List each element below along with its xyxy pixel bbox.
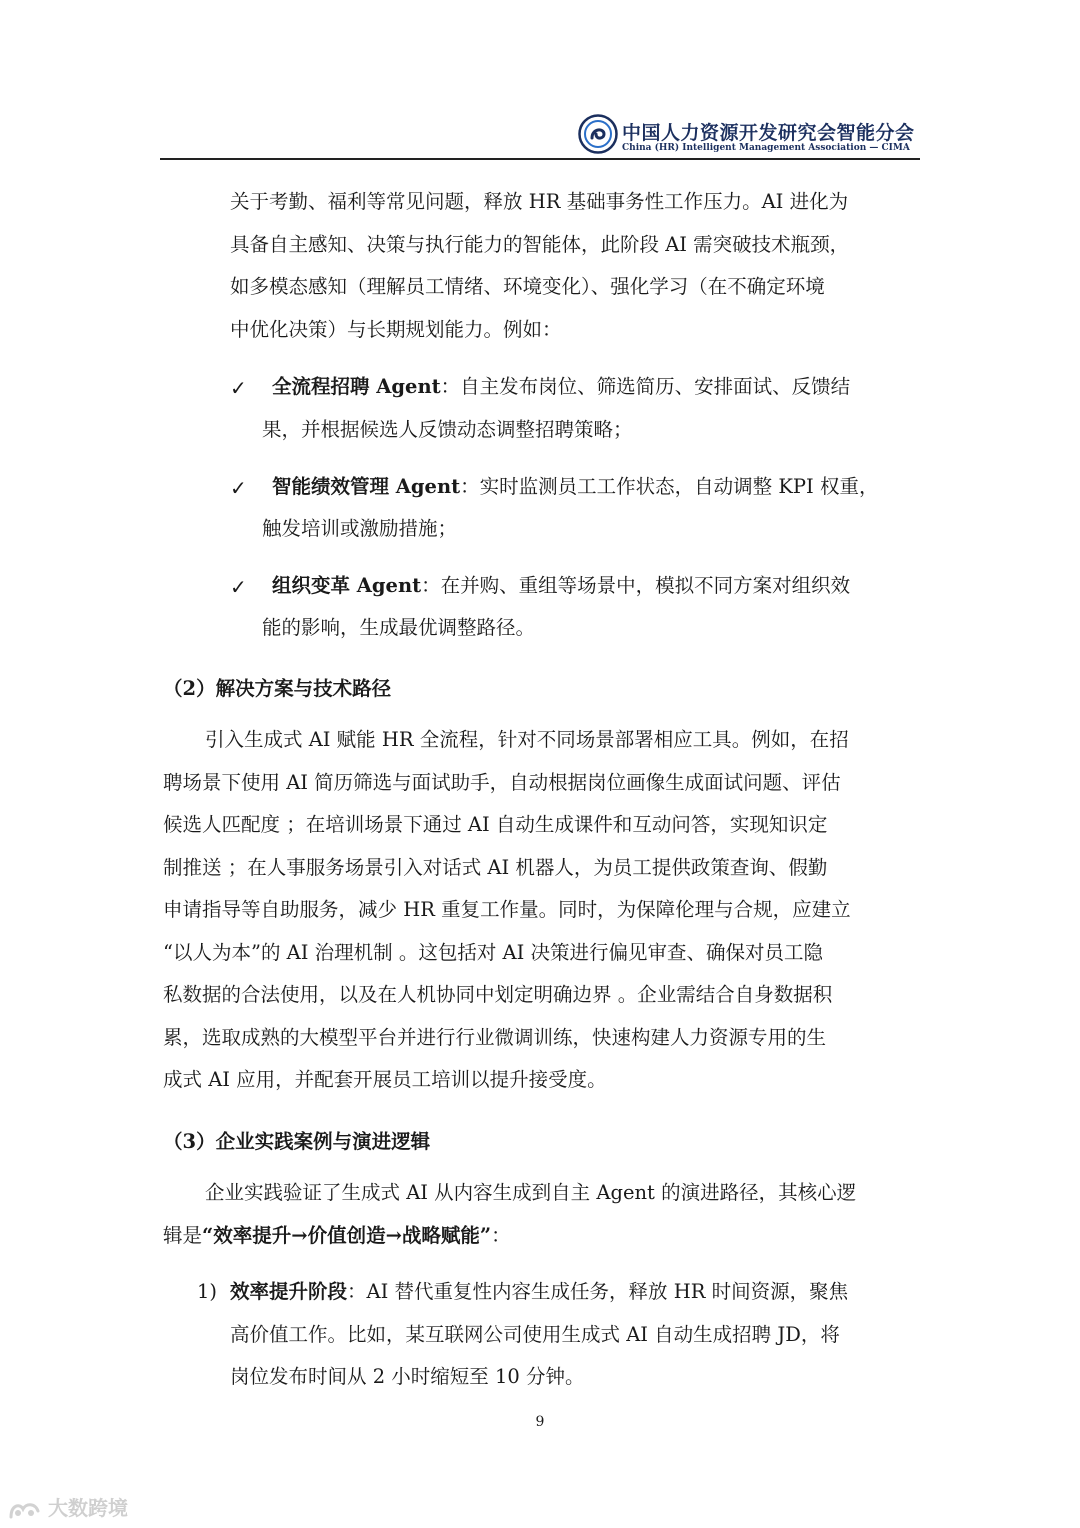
bullet-text: ：在并购、重组等场景中，模拟不同方案对组织效: [421, 574, 851, 597]
bullet-title: 组织变革 Agent: [272, 574, 422, 597]
list-item: [230, 1271, 848, 1314]
bullet-title: 智能绩效管理 Agent: [272, 475, 461, 498]
bullet-text-cont: 能的影响，生成最优调整路径。: [262, 616, 536, 639]
bullet-text-cont: 果，并根据候选人反馈动态调整招聘策略；: [262, 418, 633, 441]
section-heading: （3）企业实践案例与演进逻辑: [163, 1130, 431, 1153]
association-name-cn: 中国人力资源开发研究会智能分会: [622, 122, 915, 144]
intro-line: 中优化决策）与长期规划能力。例如：: [230, 318, 562, 341]
section2-line: 引入生成式 AI 赋能 HR 全流程，针对不同场景部署相应工具。例如，在招: [205, 728, 849, 751]
bullet-item: [272, 366, 850, 409]
watermark-logo-icon: [8, 1499, 42, 1521]
list-marker: 1): [197, 1280, 218, 1303]
intro-line: 具备自主感知、决策与执行能力的智能体，此阶段 AI 需突破技术瓶颈，: [230, 233, 850, 256]
evolution-logic: “效率提升→价值创造→战略赋能”: [202, 1224, 492, 1247]
watermark-text: 大数跨境: [48, 1496, 128, 1520]
section3-line: 企业实践验证了生成式 AI 从内容生成到自主 Agent 的演进路径，其核心逻: [205, 1181, 857, 1204]
bullet-text: ：实时监测员工工作状态，自动调整 KPI 权重，: [460, 475, 879, 498]
list-item-text: ：AI 替代重复性内容生成任务，释放 HR 时间资源，聚焦: [347, 1280, 849, 1303]
text-prefix: 辑是: [163, 1224, 203, 1247]
section2-line: “以人为本”的 AI 治理机制 。这包括对 AI 决策进行偏见审查、确保对员工隐: [163, 941, 824, 964]
bullet-text-cont: 触发培训或激励措施；: [262, 517, 458, 540]
section2-line: 私数据的合法使用，以及在人机协同中划定明确边界 。企业需结合自身数据积: [163, 983, 833, 1006]
section3-line: [163, 1215, 511, 1258]
section2-line: 申请指导等自助服务，减少 HR 重复工作量。同时，为保障伦理与合规，应建立: [163, 898, 851, 921]
bullet-item: [272, 565, 850, 608]
checkmark-icon: ✓: [230, 476, 247, 500]
checkmark-icon: ✓: [230, 376, 247, 400]
bullet-text: ：自主发布岗位、筛选简历、安排面试、反馈结: [440, 375, 851, 398]
checkmark-icon: ✓: [230, 575, 247, 599]
section-heading: （2）解决方案与技术路径: [163, 677, 392, 700]
intro-line: 如多模态感知（理解员工情绪、环境变化）、强化学习（在不确定环境: [230, 275, 825, 298]
section2-line: 聘场景下使用 AI 简历筛选与面试助手，自动根据岗位画像生成面试问题、评估: [163, 771, 841, 794]
section2-line: 成式 AI 应用，并配套开展员工培训以提升接受度。: [163, 1068, 607, 1091]
intro-line: 关于考勤、福利等常见问题，释放 HR 基础事务性工作压力。AI 进化为: [230, 190, 849, 213]
list-item-title: 效率提升阶段: [230, 1280, 348, 1303]
section2-line: 制推送 ；在人事服务场景引入对话式 AI 机器人，为员工提供政策查询、假勤: [163, 856, 828, 879]
bullet-item: [272, 466, 878, 509]
association-logo: [578, 114, 618, 154]
bullet-title: 全流程招聘 Agent: [272, 375, 441, 398]
section2-line: 候选人匹配度 ；在培训场景下通过 AI 自动生成课件和互动问答，实现知识定: [163, 813, 828, 836]
list-item-cont: 岗位发布时间从 2 小时缩短至 10 分钟。: [230, 1365, 585, 1388]
header-divider: [160, 158, 920, 160]
text-suffix: ：: [491, 1224, 511, 1247]
page-number: 9: [535, 1414, 545, 1430]
list-item-cont: 高价值工作。比如，某互联网公司使用生成式 AI 自动生成招聘 JD，将: [230, 1323, 840, 1346]
watermark: [8, 1492, 128, 1521]
page-header: [160, 112, 920, 160]
association-name-en: China (HR) Intelligent Management Association — CIMA: [622, 143, 910, 153]
section2-line: 累，选取成熟的大模型平台并进行行业微调训练，快速构建人力资源专用的生: [163, 1026, 827, 1049]
